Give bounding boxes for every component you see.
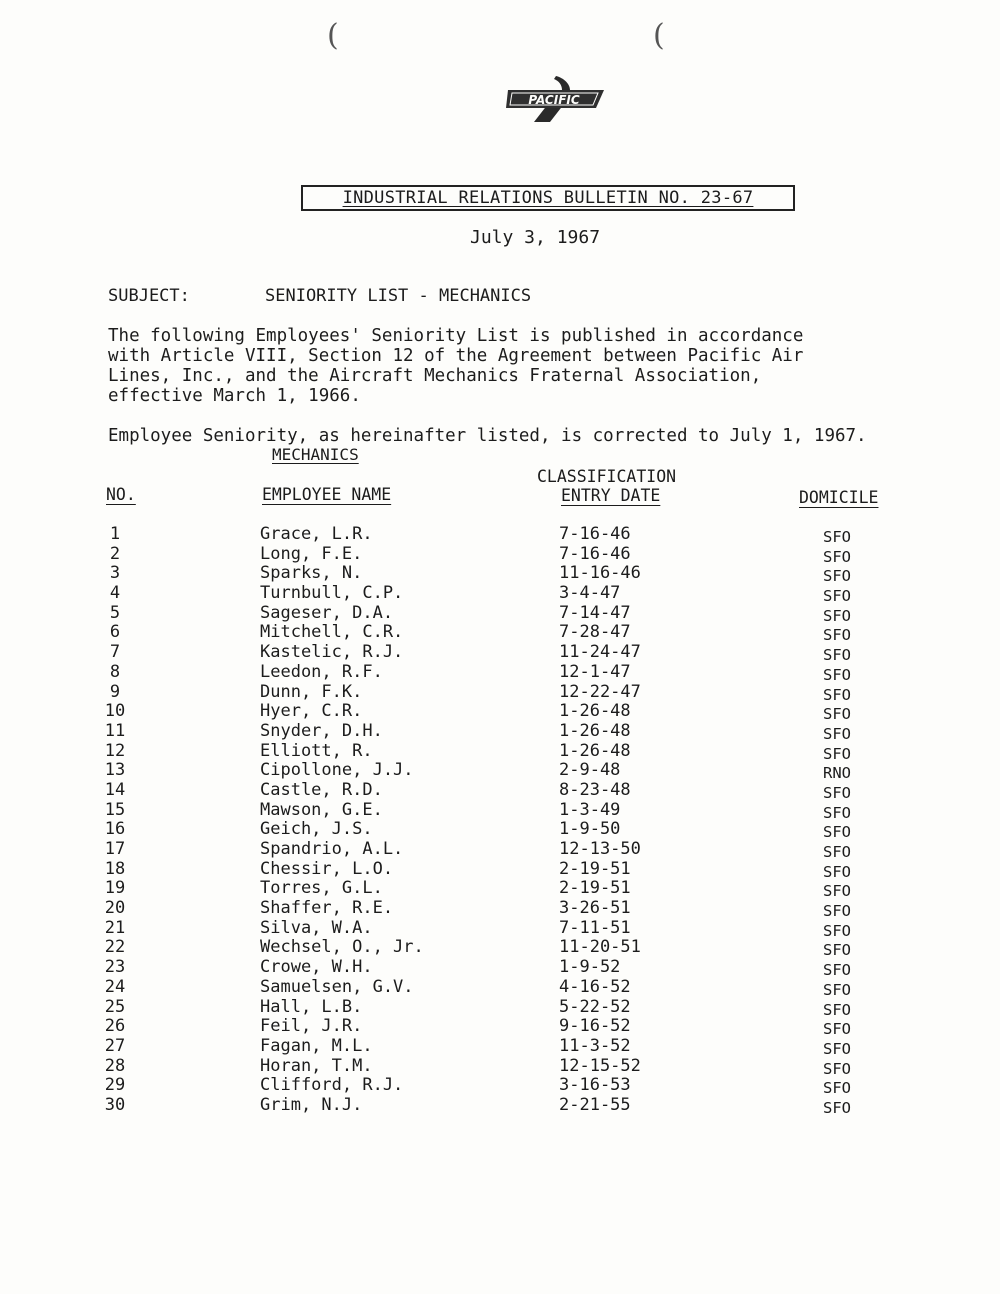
entry-date: 11-24-47 (559, 642, 641, 663)
row-number: 30 (104, 1094, 126, 1115)
domicile: SFO (823, 941, 851, 960)
entry-date: 12-13-50 (559, 839, 641, 859)
row-number: 8 (109, 661, 121, 682)
table-row (100, 663, 920, 683)
row-number: 2 (109, 543, 121, 564)
column-header-classification (537, 467, 707, 505)
employee-name: Samuelsen, G.V. (260, 976, 414, 997)
row-number: 13 (104, 760, 126, 781)
row-number: 4 (109, 583, 121, 604)
domicile: SFO (823, 1059, 851, 1078)
entry-date: 3-4-47 (559, 583, 621, 604)
row-number: 24 (104, 976, 126, 997)
row-number: 12 (104, 740, 126, 761)
entry-date: 11-16-46 (559, 563, 641, 584)
domicile: SFO (823, 882, 851, 901)
entry-date: 1-9-52 (559, 957, 621, 978)
row-number: 16 (104, 819, 126, 840)
table-row (100, 545, 920, 565)
entry-date: 11-3-52 (559, 1035, 631, 1056)
row-number: 7 (109, 642, 121, 663)
table-row (100, 860, 920, 880)
entry-date: 12-22-47 (559, 681, 641, 702)
table-row (100, 584, 920, 604)
row-number: 10 (104, 701, 126, 722)
table-row (100, 899, 920, 919)
employee-name: Elliott, R. (260, 740, 373, 761)
domicile: SFO (823, 705, 851, 724)
domicile: SFO (823, 783, 851, 802)
table-row (100, 1057, 920, 1077)
entry-date-label: ENTRY DATE (561, 486, 661, 505)
table-row (100, 938, 920, 958)
row-number: 21 (104, 917, 126, 938)
employee-name: Kastelic, R.J. (260, 642, 404, 663)
employee-name: Horan, T.M. (260, 1055, 373, 1076)
row-number: 19 (104, 878, 126, 899)
employee-name: Hyer, C.R. (260, 701, 363, 722)
row-number: 1 (109, 524, 121, 544)
employee-name: Snyder, D.H. (260, 720, 383, 741)
entry-date: 11-20-51 (559, 937, 641, 958)
table-row (100, 702, 920, 722)
subject-text: SENIORITY LIST - MECHANICS (265, 286, 532, 306)
row-number: 5 (109, 602, 121, 623)
employee-name: Wechsel, O., Jr. (260, 937, 424, 958)
table-row (100, 879, 920, 899)
employee-name: Dunn, F.K. (260, 681, 363, 702)
employee-name: Long, F.E. (260, 543, 363, 564)
column-header-domicile: DOMICILE (799, 488, 879, 507)
domicile: SFO (823, 921, 851, 940)
table-row (100, 919, 920, 939)
entry-date: 12-15-52 (559, 1055, 641, 1076)
seniority-table (100, 525, 920, 1116)
entry-date: 2-19-51 (559, 878, 631, 899)
domicile: SFO (823, 843, 851, 861)
domicile: SFO (823, 1020, 851, 1039)
row-number: 29 (104, 1075, 126, 1096)
table-row (100, 1076, 920, 1096)
domicile: SFO (823, 1098, 851, 1117)
domicile: SFO (823, 528, 851, 546)
domicile: SFO (823, 547, 851, 566)
employee-name: Turnbull, C.P. (260, 583, 404, 604)
table-row (100, 801, 920, 821)
table-row (100, 564, 920, 584)
table-row (100, 683, 920, 703)
employee-name: Shaffer, R.E. (260, 898, 394, 919)
employee-name: Castle, R.D. (260, 779, 383, 800)
row-number: 3 (109, 563, 121, 584)
employee-name: Mitchell, C.R. (260, 622, 404, 643)
employee-name: Sparks, N. (260, 563, 363, 584)
row-number: 6 (109, 622, 121, 643)
table-row (100, 998, 920, 1018)
table-row (100, 978, 920, 998)
table-row (100, 1037, 920, 1057)
entry-date: 2-19-51 (559, 858, 631, 879)
employee-name: Cipollone, J.J. (260, 760, 414, 781)
domicile: SFO (823, 646, 851, 665)
bulletin-title: INDUSTRIAL RELATIONS BULLETIN NO. 23-67 (301, 185, 795, 211)
domicile: SFO (823, 1079, 851, 1098)
domicile: SFO (823, 961, 851, 980)
domicile: SFO (823, 1000, 851, 1019)
table-row (100, 722, 920, 742)
employee-name: Clifford, R.J. (260, 1075, 404, 1096)
employee-name: Grim, N.J. (260, 1094, 363, 1115)
entry-date: 3-16-53 (559, 1075, 631, 1096)
employee-name: Grace, L.R. (260, 524, 373, 544)
domicile: SFO (823, 685, 851, 704)
domicile: SFO (823, 626, 851, 645)
logo-text: PACIFIC (528, 93, 580, 107)
row-number: 26 (104, 1016, 126, 1037)
entry-date: 7-16-46 (559, 524, 631, 544)
entry-date: 4-16-52 (559, 976, 631, 997)
row-number: 17 (104, 839, 126, 859)
domicile: SFO (823, 823, 851, 842)
employee-name: Crowe, W.H. (260, 957, 373, 978)
domicile: SFO (823, 567, 851, 586)
employee-name: Mawson, G.E. (260, 799, 383, 820)
row-number: 28 (104, 1055, 126, 1076)
entry-date: 7-14-47 (559, 602, 631, 623)
table-row (100, 604, 920, 624)
bulletin-date: July 3, 1967 (470, 227, 601, 248)
domicile: SFO (823, 744, 851, 763)
table-row (100, 781, 920, 801)
table-row (100, 623, 920, 643)
employee-name: Sageser, D.A. (260, 602, 394, 623)
row-number: 22 (104, 937, 126, 958)
employee-name: Leedon, R.F. (260, 661, 383, 682)
domicile: SFO (823, 980, 851, 999)
table-row (100, 840, 920, 860)
domicile: SFO (823, 1039, 851, 1058)
row-number: 27 (104, 1035, 126, 1056)
row-number: 23 (104, 957, 126, 978)
correction-statement: Employee Seniority, as hereinafter listed, is corrected to July 1, 1967. (108, 426, 867, 446)
entry-date: 7-28-47 (559, 622, 631, 643)
domicile: SFO (823, 862, 851, 881)
employee-name: Fagan, M.L. (260, 1035, 373, 1056)
subject-label: SUBJECT: (108, 286, 190, 306)
entry-date: 1-9-50 (559, 819, 621, 840)
row-number: 20 (104, 898, 126, 919)
employee-name: Hall, L.B. (260, 996, 363, 1017)
domicile: SFO (823, 606, 851, 625)
category-heading: MECHANICS (272, 445, 359, 464)
intro-paragraph: The following Employees' Seniority List is published in accordance with Article VIII, Section 12 of the Agreement between Pacific Air Lines, Inc., and the Aircraft Mechanics Fraternal Association, effective March 1, 1966. (108, 326, 804, 406)
entry-date: 1-26-48 (559, 740, 631, 761)
employee-name: Chessir, L.O. (260, 858, 394, 879)
entry-date: 3-26-51 (559, 898, 631, 919)
table-row (100, 1096, 920, 1116)
entry-date: 1-26-48 (559, 720, 631, 741)
table-row (100, 761, 920, 781)
entry-date: 1-3-49 (559, 799, 621, 820)
binder-hole-left: ( (327, 18, 339, 53)
binder-hole-right: ( (653, 18, 665, 53)
classification-label: CLASSIFICATION (537, 467, 677, 486)
table-row (100, 1017, 920, 1037)
employee-name: Torres, G.L. (260, 878, 383, 899)
pacific-logo (504, 74, 608, 124)
entry-date: 5-22-52 (559, 996, 631, 1017)
entry-date: 9-16-52 (559, 1016, 631, 1037)
entry-date: 7-11-51 (559, 917, 631, 938)
row-number: 25 (104, 996, 126, 1017)
domicile: RNO (823, 764, 851, 783)
domicile: SFO (823, 724, 851, 743)
row-number: 11 (104, 720, 126, 741)
entry-date: 1-26-48 (559, 701, 631, 722)
column-header-name: EMPLOYEE NAME (262, 485, 392, 504)
table-row (100, 820, 920, 840)
domicile: SFO (823, 587, 851, 606)
domicile: SFO (823, 902, 851, 921)
domicile: SFO (823, 803, 851, 822)
table-row (100, 958, 920, 978)
entry-date: 12-1-47 (559, 661, 631, 682)
row-number: 15 (104, 799, 126, 820)
table-row (100, 742, 920, 762)
row-number: 14 (104, 779, 126, 800)
column-header-no: NO. (106, 485, 136, 504)
employee-name: Spandrio, A.L. (260, 839, 404, 859)
table-row (100, 525, 920, 545)
entry-date: 2-9-48 (559, 760, 621, 781)
entry-date: 8-23-48 (559, 779, 631, 800)
employee-name: Feil, J.R. (260, 1016, 363, 1037)
domicile: SFO (823, 665, 851, 684)
entry-date: 7-16-46 (559, 543, 631, 564)
table-row (100, 643, 920, 663)
row-number: 18 (104, 858, 126, 879)
employee-name: Silva, W.A. (260, 917, 373, 938)
entry-date: 2-21-55 (559, 1094, 631, 1115)
row-number: 9 (109, 681, 121, 702)
employee-name: Geich, J.S. (260, 819, 373, 840)
